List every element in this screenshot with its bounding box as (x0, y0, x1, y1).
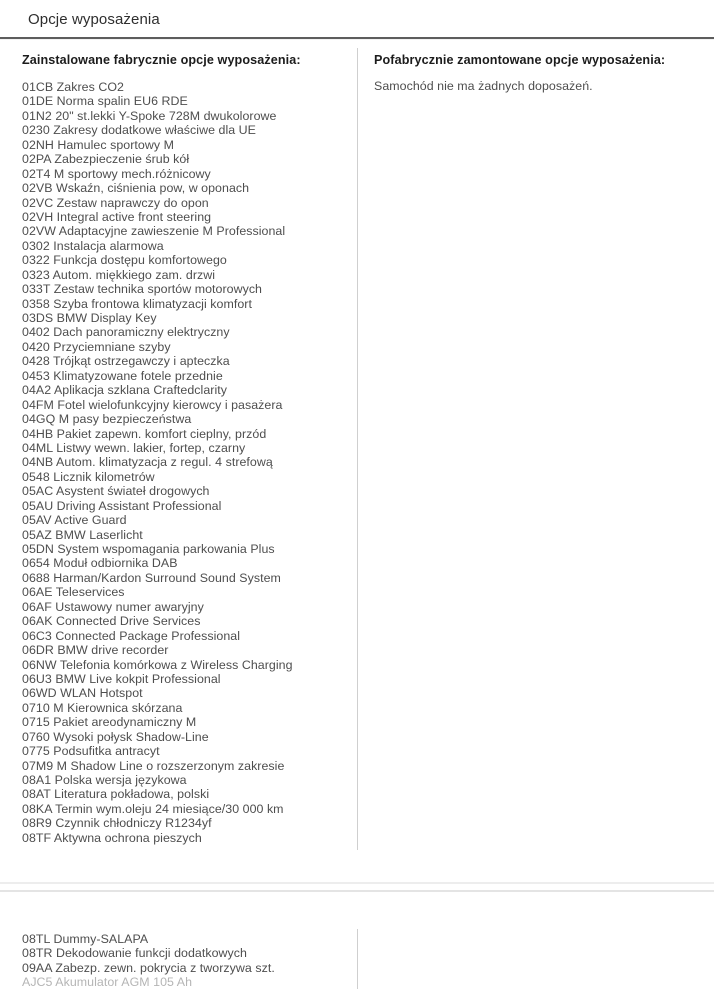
option-item: 08AT Literatura pokładowa, polski (22, 787, 210, 802)
column-divider (357, 48, 358, 850)
option-item: 0358 Szyba frontowa klimatyzacji komfort (22, 296, 252, 311)
option-item: 02NH Hamulec sportowy M (22, 137, 174, 152)
factory-options-list-continued (22, 932, 275, 990)
option-item: 0420 Przyciemniane szyby (22, 339, 171, 354)
option-item: 08TR Dekodowanie funkcji dodatkowych (22, 946, 247, 961)
option-item: 0230 Zakresy dodatkowe właściwe dla UE (22, 123, 256, 138)
option-item: 0775 Podsufitka antracyt (22, 744, 160, 759)
option-item: 0710 M Kierownica skórzana (22, 700, 183, 715)
option-item: 04GQ M pasy bezpieczeństwa (22, 412, 192, 427)
option-item: 0428 Trójkąt ostrzegawczy i apteczka (22, 354, 230, 369)
option-item: 09AA Zabezp. zewn. pokrycia z tworzywa szt. (22, 960, 275, 975)
option-item: 04NB Autom. klimatyzacja z regul. 4 strefową (22, 455, 273, 470)
page-break-line-top (0, 882, 714, 884)
option-item: 06AF Ustawowy numer awaryjny (22, 599, 204, 614)
option-item: 05AZ BMW Laserlicht (22, 527, 143, 542)
option-item: 06WD WLAN Hotspot (22, 686, 143, 701)
option-item: 01CB Zakres CO2 (22, 80, 124, 94)
option-item: 08TF Aktywna ochrona pieszych (22, 830, 202, 845)
page-break-line-bottom (0, 890, 714, 892)
option-item: 02VH Integral active front steering (22, 209, 212, 224)
title-divider (0, 37, 714, 40)
option-item: 02PA Zabezpieczenie śrub kół (22, 152, 190, 167)
option-item: 0715 Pakiet areodynamiczny M (22, 715, 197, 730)
option-item: 08R9 Czynnik chłodniczy R1234yf (22, 816, 212, 831)
option-item: 0453 Klimatyzowane fotele przednie (22, 368, 223, 383)
option-item: 0688 Harman/Kardon Surround Sound System (22, 570, 281, 585)
option-item: 02T4 M sportowy mech.różnicowy (22, 166, 211, 181)
option-item: 05AU Driving Assistant Professional (22, 498, 222, 513)
option-item: 07M9 M Shadow Line o rozszerzonym zakresie (22, 758, 285, 773)
option-item: 08KA Termin wym.oleju 24 miesiące/30 000 km (22, 801, 284, 816)
option-item: 05DN System wspomagania parkowania Plus (22, 542, 275, 556)
option-item: 01DE Norma spalin EU6 RDE (22, 94, 188, 109)
option-item: 0402 Dach panoramiczny elektryczny (22, 325, 230, 340)
option-item: 03DS BMW Display Key (22, 311, 157, 325)
option-item: AJC5 Akumulator AGM 105 Ah (22, 975, 193, 990)
option-item: 02VW Adaptacyjne zawieszenie M Professional (22, 224, 286, 239)
column-divider-bottom (357, 929, 358, 989)
option-item: 04ML Listwy wewn. lakier, fortep, czarny (22, 440, 246, 455)
option-item: 05AV Active Guard (22, 513, 127, 528)
option-item: 02VB Wskaźn, ciśnienia pow, w oponach (22, 181, 250, 196)
option-item: 0654 Moduł odbiornika DAB (22, 556, 178, 571)
option-item: 06AK Connected Drive Services (22, 614, 201, 629)
option-item: 0302 Instalacja alarmowa (22, 238, 164, 253)
option-item: 05AC Asystent świateł drogowych (22, 484, 210, 499)
option-item: 06C3 Connected Package Professional (22, 628, 241, 643)
option-item: 033T Zestaw technika sportów motorowych (22, 282, 263, 297)
option-item: 06DR BMW drive recorder (22, 643, 169, 658)
factory-options-header: Zainstalowane fabrycznie opcje wyposażenia: (22, 53, 301, 67)
aftermarket-options-header: Pofabrycznie zamontowane opcje wyposażenia: (374, 53, 666, 67)
option-item: 08TL Dummy-SALAPA (22, 932, 149, 946)
option-item: 04A2 Aplikacja szklana Craftedclarity (22, 383, 228, 398)
option-item: 04FM Fotel wielofunkcyjny kierowcy i pasażera (22, 397, 283, 412)
factory-options-list (22, 80, 293, 845)
option-item: 0760 Wysoki połysk Shadow-Line (22, 729, 209, 744)
option-item: 0548 Licznik kilometrów (22, 469, 155, 484)
aftermarket-note: Samochód nie ma żadnych doposażeń. (374, 79, 593, 93)
option-item: 08A1 Polska wersja językowa (22, 773, 187, 787)
option-item: 06AE Teleservices (22, 585, 125, 600)
option-item: 0322 Funkcja dostępu komfortowego (22, 253, 227, 268)
option-item: 02VC Zestaw naprawczy do opon (22, 195, 209, 210)
option-item: 06NW Telefonia komórkowa z Wireless Charging (22, 657, 293, 672)
option-item: 06U3 BMW Live kokpit Professional (22, 671, 221, 686)
option-item: 01N2 20" st.lekki Y-Spoke 728M dwukolorowe (22, 108, 277, 123)
page-title: Opcje wyposażenia (28, 11, 160, 28)
option-item: 0323 Autom. miękkiego zam. drzwi (22, 267, 216, 282)
option-item: 04HB Pakiet zapewn. komfort cieplny, przód (22, 426, 267, 441)
